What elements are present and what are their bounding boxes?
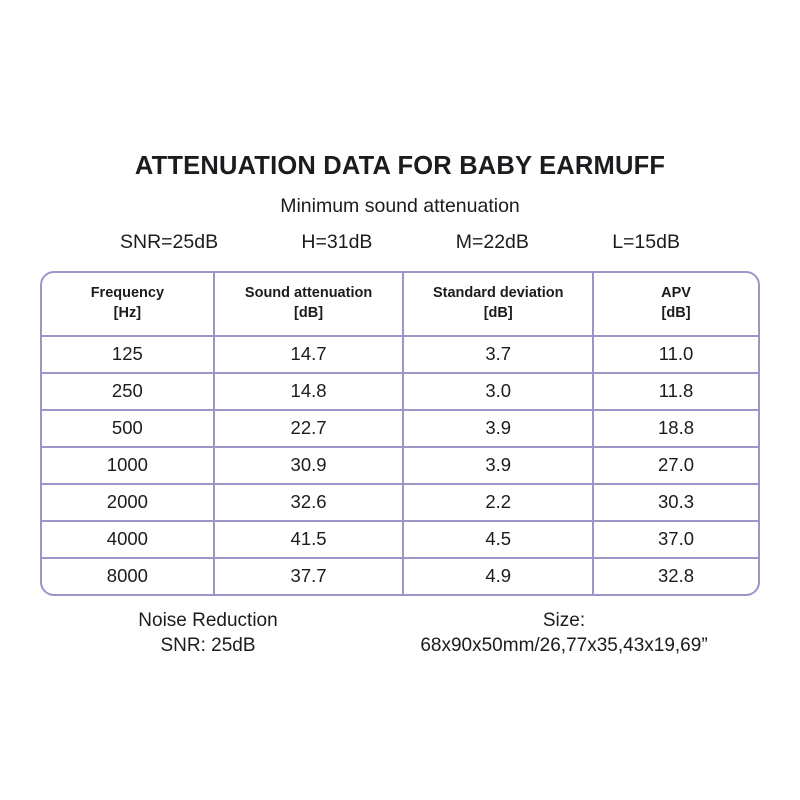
- cell-apv: 27.0: [593, 447, 758, 484]
- cell-sound-attenuation: 14.8: [214, 373, 404, 410]
- cell-sound-attenuation: 22.7: [214, 410, 404, 447]
- column-header-standard-deviation-line2: [dB]: [483, 304, 513, 321]
- cell-sound-attenuation: 14.7: [214, 336, 404, 373]
- table-header-row: [42, 273, 758, 336]
- cell-apv: 11.0: [593, 336, 758, 373]
- cell-frequency: 1000: [42, 447, 214, 484]
- table-header: [42, 273, 758, 336]
- cell-standard-deviation: 2.2: [403, 484, 593, 521]
- table-row: [42, 410, 758, 447]
- cell-apv: 37.0: [593, 521, 758, 558]
- cell-frequency: 125: [42, 336, 214, 373]
- footnotes: [42, 609, 758, 658]
- column-header-apv-line1: APV: [661, 285, 691, 301]
- cell-apv: 32.8: [658, 565, 695, 587]
- cell-standard-deviation: 4.5: [403, 521, 593, 558]
- cell-apv: 11.8: [593, 373, 758, 410]
- cell-standard-deviation: 3.9: [403, 447, 593, 484]
- noise-reduction-value: SNR: 25dB: [160, 634, 256, 656]
- column-header-sound-attenuation-line1: Sound attenuation: [244, 285, 373, 301]
- cell-standard-deviation: 3.9: [403, 410, 593, 447]
- table-row: [42, 373, 758, 410]
- column-header-standard-deviation-line1: Standard deviation: [432, 285, 564, 301]
- table-row: [42, 336, 758, 373]
- rating-values-row: [120, 231, 680, 254]
- cell-standard-deviation: 3.0: [403, 373, 593, 410]
- rating-h: H=31dB: [301, 231, 373, 253]
- attenuation-table-container: [40, 271, 760, 596]
- cell-apv: 30.3: [593, 484, 758, 521]
- table-row: [42, 521, 758, 558]
- table-row: [42, 447, 758, 484]
- column-header-apv-line2: [dB]: [661, 304, 691, 321]
- cell-apv: 18.8: [593, 410, 758, 447]
- table-row: [42, 558, 758, 594]
- cell-sound-attenuation: 41.5: [214, 521, 404, 558]
- rating-m: M=22dB: [455, 231, 529, 253]
- rating-snr: SNR=25dB: [120, 231, 219, 253]
- table-body: [42, 336, 758, 594]
- cell-frequency: 8000: [42, 558, 214, 594]
- cell-sound-attenuation: 30.9: [214, 447, 404, 484]
- page-subtitle: Minimum sound attenuation: [280, 195, 520, 217]
- column-header-sound-attenuation: [214, 273, 404, 336]
- attenuation-table: [42, 273, 758, 594]
- column-header-frequency: [42, 273, 214, 336]
- column-header-sound-attenuation-line2: [dB]: [294, 304, 324, 321]
- cell-standard-deviation: 3.7: [403, 336, 593, 373]
- cell-frequency: 500: [42, 410, 214, 447]
- cell-standard-deviation: 4.9: [403, 558, 593, 594]
- cell-sound-attenuation: 37.7: [214, 558, 404, 594]
- cell-frequency: 4000: [42, 521, 214, 558]
- size-note: [374, 609, 754, 658]
- column-header-frequency-line1: Frequency: [90, 285, 165, 301]
- cell-sound-attenuation: 32.6: [214, 484, 404, 521]
- page-title: ATTENUATION DATA FOR BABY EARMUFF: [134, 152, 666, 180]
- size-label: Size:: [542, 610, 586, 632]
- size-value: 68x90x50mm/26,77x35,43x19,69”: [420, 634, 708, 656]
- column-header-standard-deviation: [403, 273, 593, 336]
- column-header-frequency-line2: [Hz]: [113, 304, 142, 321]
- cell-frequency: 2000: [42, 484, 214, 521]
- noise-reduction-label: Noise Reduction: [138, 610, 278, 632]
- table-row: [42, 484, 758, 521]
- noise-reduction-note: [58, 609, 358, 658]
- cell-frequency: 250: [42, 373, 214, 410]
- rating-l: L=15dB: [612, 231, 680, 253]
- column-header-apv: [593, 273, 758, 336]
